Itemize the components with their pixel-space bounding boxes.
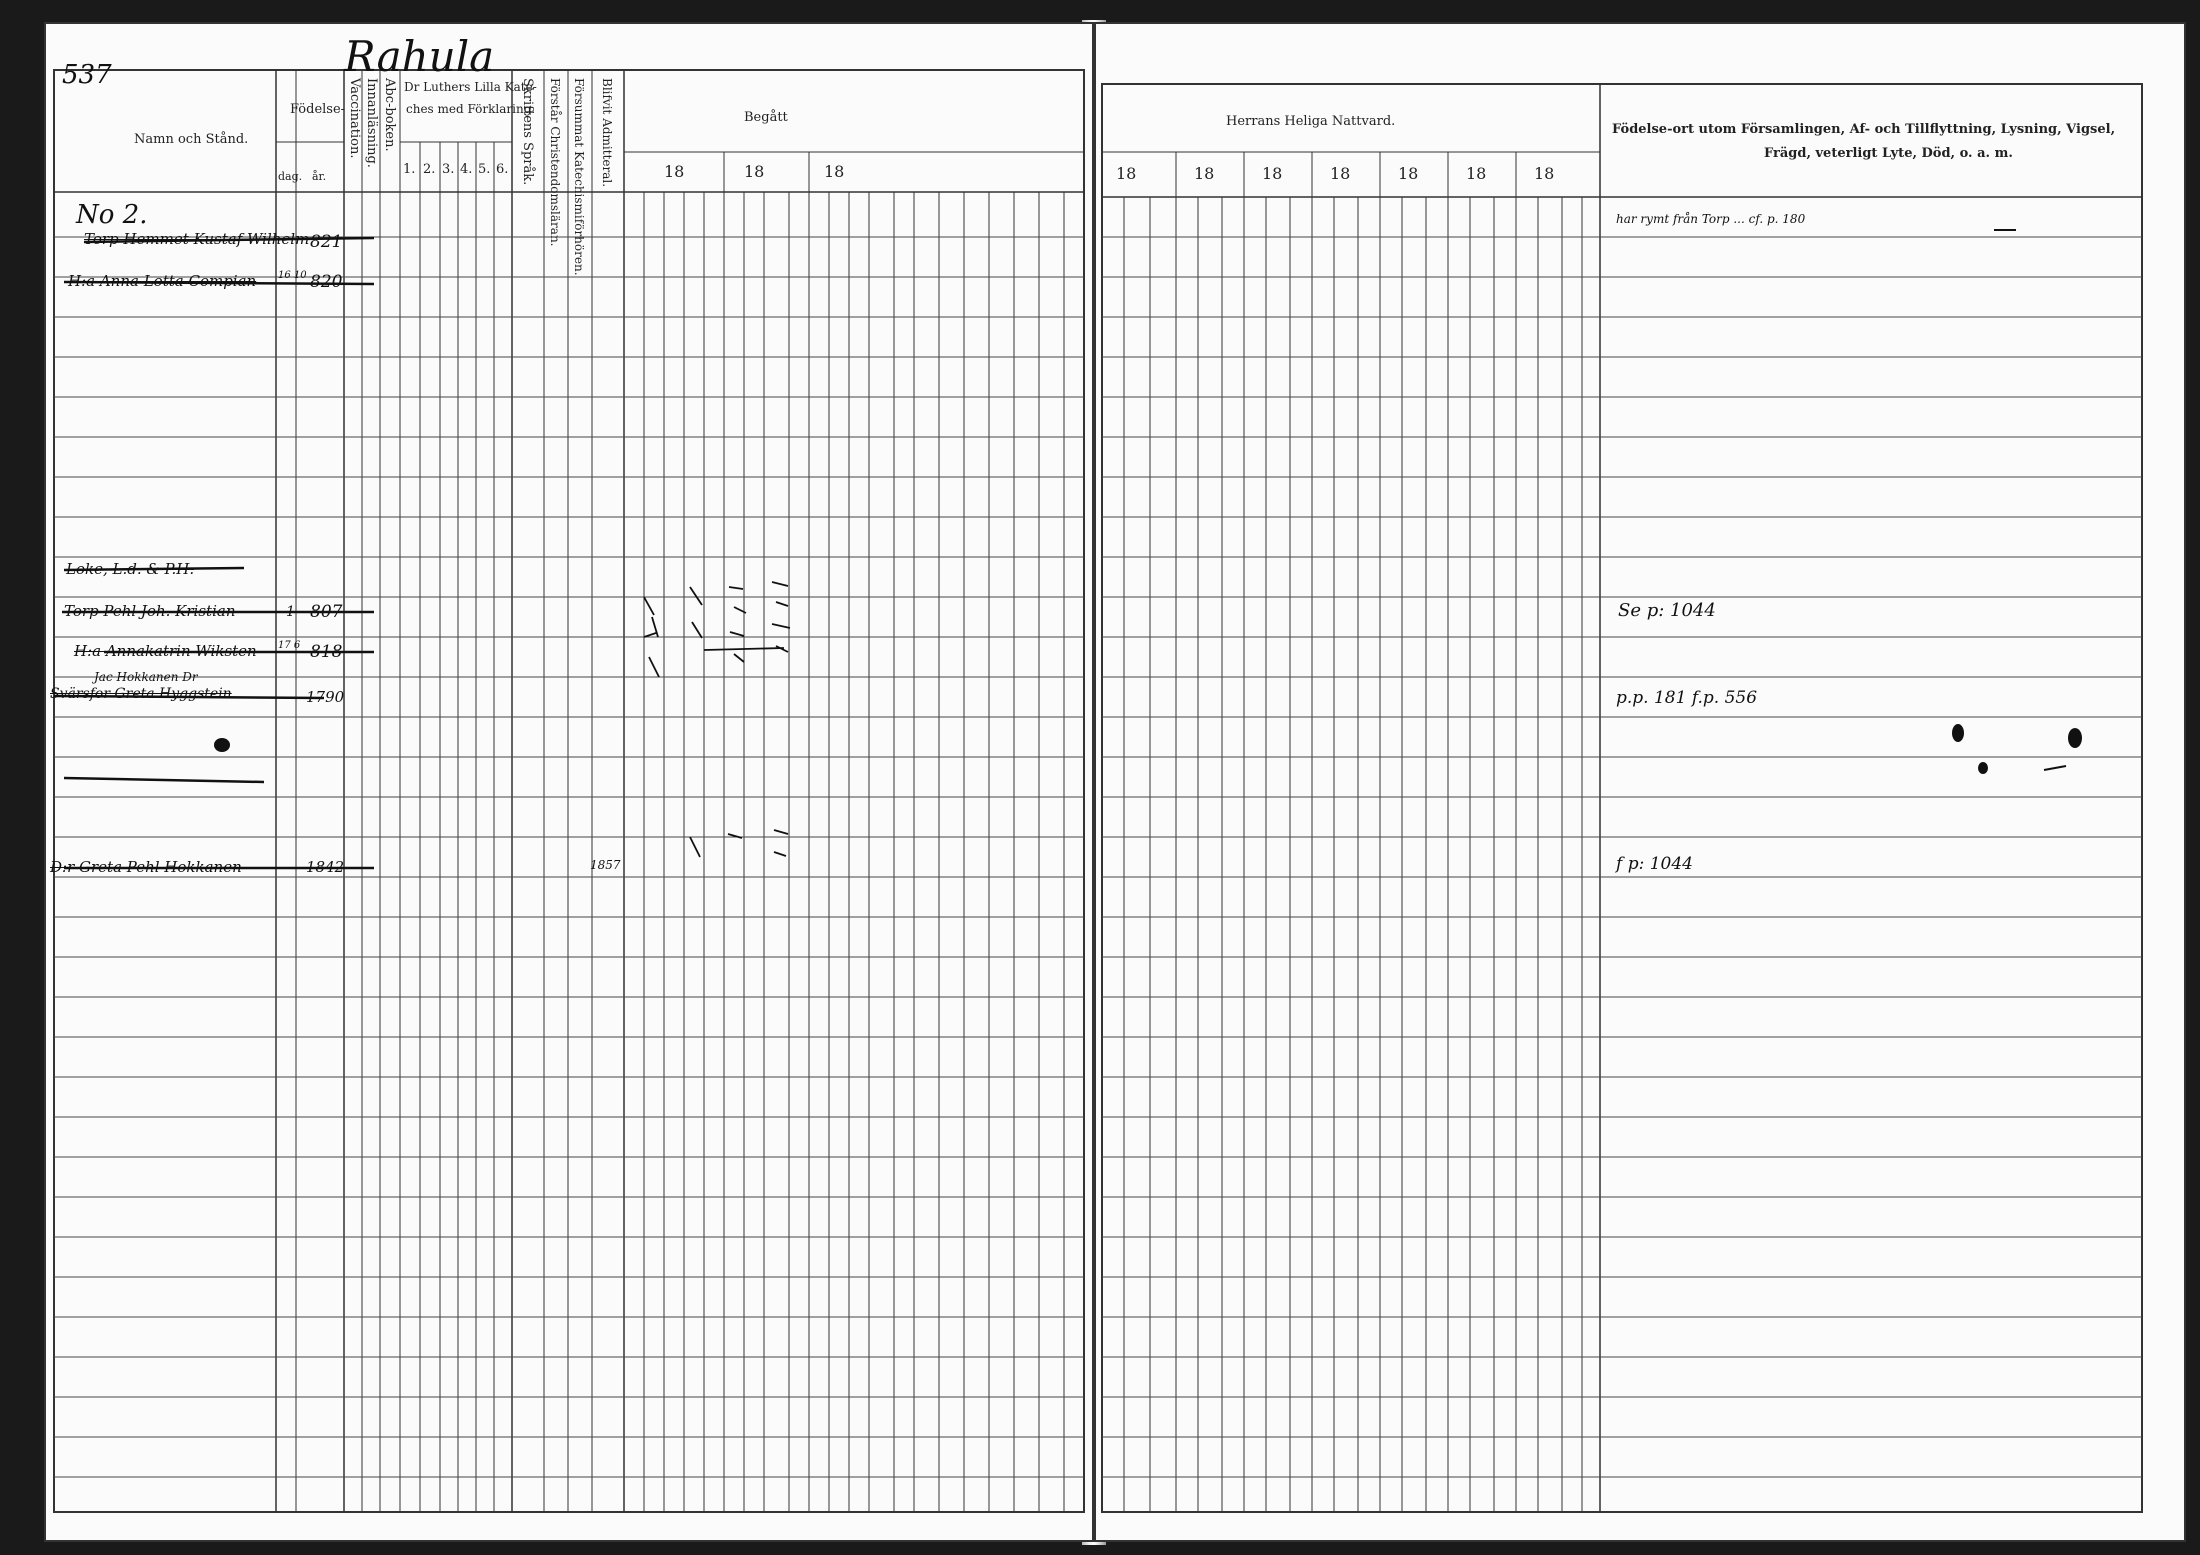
entry-name-2: H:a Anna Lotta Compian [68,272,257,290]
entry-year-8: 1842 [306,858,345,876]
year-18-b: 18 [744,162,765,181]
nv-year-18-2: 18 [1194,164,1215,183]
household-number: No 2. [76,200,148,230]
left-ledger-grid [44,22,1094,1542]
entry-name-5: H:a Annakatrin Wiksten [74,642,257,660]
year-18-c: 18 [824,162,845,181]
header-luther-1: Dr Luthers Lilla Kate- [404,80,537,94]
header-birth: Födelse- [290,102,346,117]
remark-marks [1994,230,2066,770]
luther-num-5: 5. [478,162,491,177]
entry-name-3: Loke, L.d. & P.H. [66,560,195,578]
entry-name-6: Jac Hokkanen Dr [94,670,198,684]
header-day: dag. [278,170,303,183]
header-nattvard: Herrans Heliga Nattvard. [1226,114,1396,129]
parish-name: Rahula [344,32,495,81]
nv-year-18-5: 18 [1398,164,1419,183]
entry-year-2: 820 [310,272,343,292]
header-innanlasning: Innanläsning. [364,78,379,168]
header-forsummat: Försummat Katechismiförhören. [572,78,586,276]
ink-blot [2068,728,2082,748]
strike-marks [54,238,374,868]
header-skriftens: Skriftens Språk. [520,78,535,186]
remark-7: p.p. 181 f.p. 556 [1616,688,1758,708]
header-begatt: Begått [744,110,788,125]
left-page [44,22,1094,1542]
entry-name-4: Torp Pehl Joh. Kristian [64,602,236,620]
right-page [1094,22,2186,1542]
entry-year-5: 818 [310,642,343,662]
nv-year-18-1: 18 [1116,164,1137,183]
ink-blot [1978,762,1988,774]
entry-name-8: D:r Greta Pehl Hokkanen [50,858,242,876]
entry-year-1: 821 [310,232,343,252]
header-abc: Abc-boken. [382,78,397,152]
ink-blot [214,738,230,752]
communion-marks [644,582,790,857]
ink-blot [1952,724,1964,742]
luther-num-4: 4. [460,162,473,177]
luther-num-1: 1. [403,162,416,177]
entry-name-1: Torp Hemmet Kustaf Wilhelm [84,230,310,248]
luther-num-2: 2. [423,162,436,177]
nv-year-18-4: 18 [1330,164,1351,183]
right-ledger-grid [1094,22,2186,1542]
nv-year-18-3: 18 [1262,164,1283,183]
luther-num-3: 3. [442,162,455,177]
nv-year-18-6: 18 [1466,164,1487,183]
entry-day-5: 17 6 [278,640,301,651]
entry-admitted-8: 1857 [590,858,621,872]
year-18-a: 18 [664,162,685,181]
entry-day-2: 16 10 [278,270,307,281]
header-name-stand: Namn och Stånd. [134,132,249,147]
entry-year-4: 807 [310,602,343,622]
entry-name-7: Svärsfor Greta Hyggstein [50,686,232,702]
header-luther-2: ches med Förklaring. [406,102,536,116]
header-year: år. [312,170,327,183]
remark-1: har rymt från Torp ... cf. p. 180 [1616,212,1806,226]
entry-year-7: 1790 [306,688,345,706]
nv-year-18-7: 18 [1534,164,1555,183]
remark-4: Se p: 1044 [1618,600,1716,621]
remark-8: f p: 1044 [1616,854,1693,874]
luther-num-6: 6. [496,162,509,177]
entry-day-4: 1 [286,604,295,620]
header-remarks-2: Frägd, veterligt Lyte, Död, o. a. m. [1764,146,2013,161]
header-blifvit: Blifvit Admitteral. [600,78,614,188]
page-number: 537 [62,60,112,90]
header-remarks-1: Födelse-ort utom Församlingen, Af- och Tillflyttning, Lysning, Vigsel, [1612,122,2116,137]
header-forstar: Förstår Christendomsläran. [548,78,562,247]
header-vaccination: Vaccination. [347,78,362,159]
